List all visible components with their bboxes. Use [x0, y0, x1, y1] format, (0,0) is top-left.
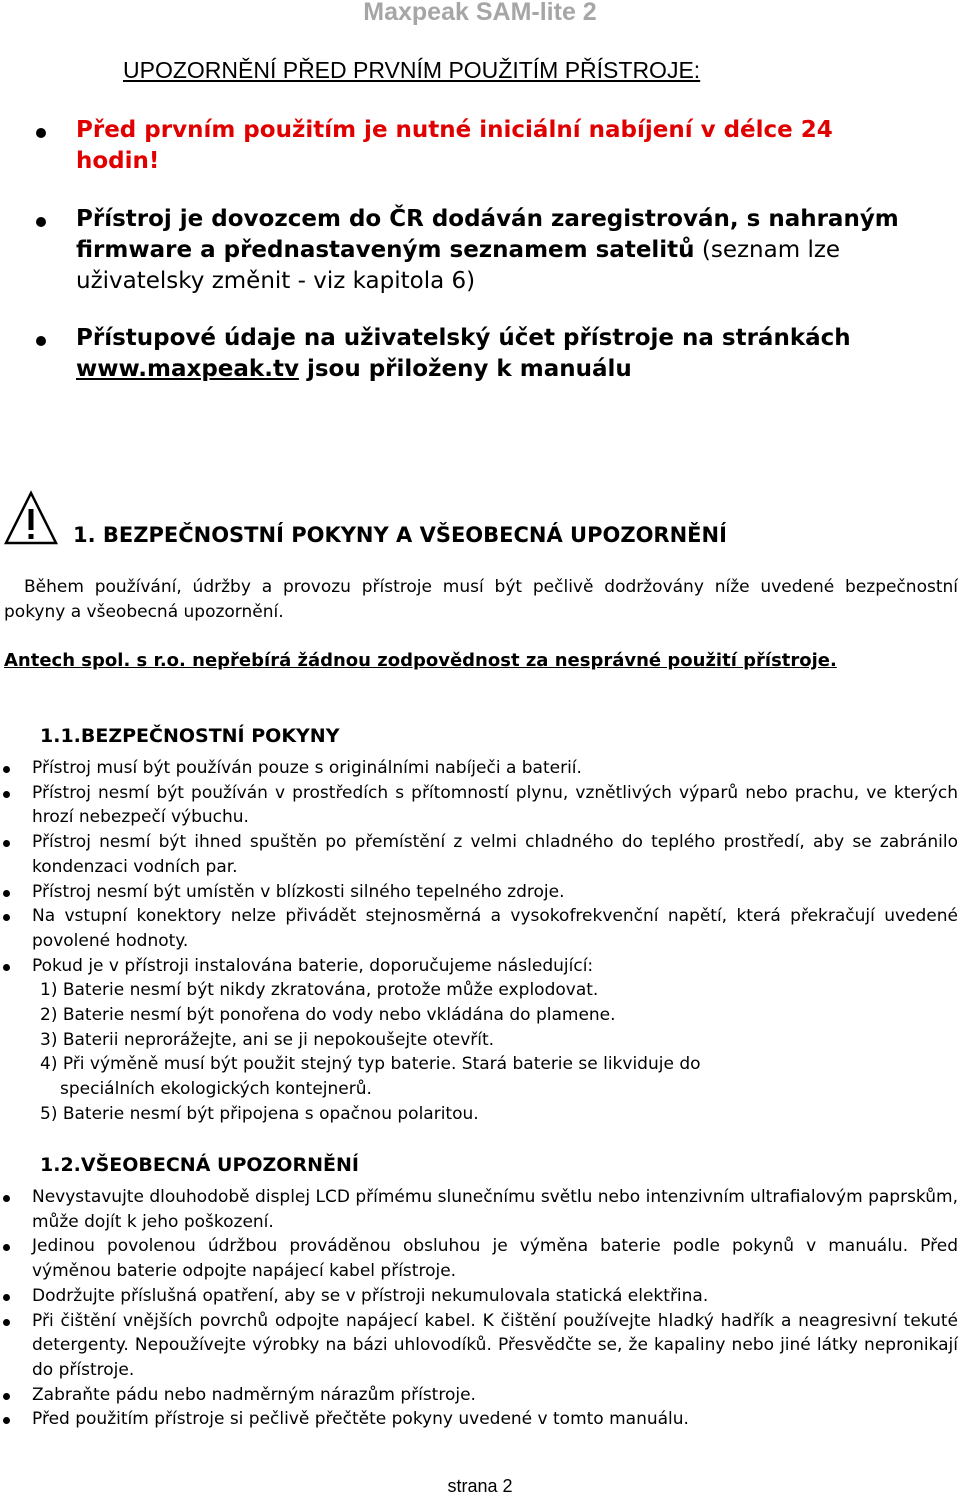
liability-disclaimer: Antech spol. s r.o. nepřebírá žádnou zodpovědnost za nesprávné použití přístroje. — [4, 650, 837, 671]
document-header-title: Maxpeak SAM-lite 2 — [363, 0, 597, 26]
list-item: Dodržujte příslušná opatření, aby se v přístroji nekumulovala statická elektřina. — [0, 1284, 958, 1309]
page-number: strana 2 — [447, 1476, 513, 1496]
list-item: Při čištění vnějších povrchů odpojte napájecí kabel. K čištění používejte hladký hadřík a neagresivní tekuté detergenty. Nepoužívejte výrobky na bázi uhlovodíků. Přesvědčte se, že kapaliny nebo jiné látky nepronikají do přístroje. — [0, 1309, 958, 1383]
maxpeak-website-link[interactable]: www.maxpeak.tv — [76, 356, 299, 382]
safety-instructions-list — [0, 756, 958, 1127]
registration-notice-bold: Přístroj je dovozcem do ČR dodáván zaregistrován, s nahraným firmware a přednastaveným seznamem satelitů — [76, 206, 899, 263]
list-item: Přístroj nesmí být ihned spuštěn po přemístění z velmi chladného do teplého prostředí, aby se zabránilo kondenzaci vodních par. — [0, 830, 958, 879]
section-1-intro: Během používání, údržby a provozu přístroje musí být pečlivě dodržovány níže uvedené bezpečnostní pokyny a všeobecná upozornění. — [4, 577, 958, 622]
bullet-dot — [36, 217, 46, 227]
registration-notice — [76, 204, 926, 297]
list-item: Zabraňte pádu nebo nadměrným nárazům přístroje. — [0, 1383, 958, 1408]
list-item: Na vstupní konektory nelze přivádět stejnosměrná a vysokofrekvenční napětí, která překračují uvedené povolené hodnoty. — [0, 904, 958, 953]
bullet-dot — [36, 336, 46, 346]
section-1-title: 1. BEZPEČNOSTNÍ POKYNY A VŠEOBECNÁ UPOZORNĚNÍ — [73, 523, 727, 547]
list-item: Přístroj musí být používán pouze s originálními nabíječi a baterií. — [0, 756, 958, 781]
battery-item: 2) Baterie nesmí být ponořena do vody nebo vkládána do plamene. — [40, 1005, 616, 1026]
list-item: Před použitím přístroje si pečlivě přečtěte pokyny uvedené v tomto manuálu. — [0, 1407, 958, 1432]
battery-item: 3) Baterii neprorážejte, ani se ji nepokoušejte otevřít. — [40, 1029, 495, 1050]
section-1-1-title: 1.1.BEZPEČNOSTNÍ POKYNY — [40, 725, 340, 747]
access-credentials-lead: Přístupové údaje na uživatelský účet přístroje na stránkách — [76, 325, 851, 351]
warning-triangle-icon — [4, 490, 58, 546]
battery-item-continued: speciálních ekologických kontejnerů. — [60, 1079, 372, 1100]
list-item: Pokud je v přístroji instalována baterie, doporučujeme následující: — [0, 954, 958, 979]
bullet-dot — [36, 128, 46, 138]
access-credentials-notice — [76, 323, 916, 385]
general-warnings-list — [0, 1185, 958, 1432]
registration-notice-normal: (seznam lze uživatelsky změnit - viz kapitola 6) — [76, 237, 841, 294]
list-item: Nevystavujte dlouhodobě displej LCD přímému slunečnímu světlu nebo intenzivním ultrafialovým paprskům, může dojít k jeho poškození. — [0, 1185, 958, 1234]
battery-item: 4) Při výměně musí být použit stejný typ baterie. Stará baterie se likviduje do — [40, 1054, 701, 1075]
access-credentials-tail: jsou přiloženy k manuálu — [298, 356, 632, 382]
list-item: Přístroj nesmí být umístěn v blízkosti silného tepelného zdroje. — [0, 880, 958, 905]
list-item: Přístroj nesmí být používán v prostředích s přítomností plynu, vznětlivých výparů nebo prachu, ve kterých hrozí nebezpečí výbuchu. — [0, 781, 958, 830]
first-use-warning-title: UPOZORNĚNÍ PŘED PRVNÍM POUŽITÍM PŘÍSTROJE: — [123, 57, 701, 83]
list-item: Jedinou povolenou údržbou prováděnou obsluhou je výměna baterie podle pokynů v manuálu. Před výměnou baterie odpojte napájecí kabel přístroje. — [0, 1234, 958, 1283]
section-1-2-title: 1.2.VŠEOBECNÁ UPOZORNĚNÍ — [40, 1154, 359, 1176]
initial-charge-notice: Před prvním použitím je nutné iniciální nabíjení v délce 24 hodin! — [76, 117, 833, 174]
battery-item: 5) Baterie nesmí být připojena s opačnou polaritou. — [40, 1103, 479, 1124]
battery-item: 1) Baterie nesmí být nikdy zkratována, protože může explodovat. — [40, 980, 599, 1001]
